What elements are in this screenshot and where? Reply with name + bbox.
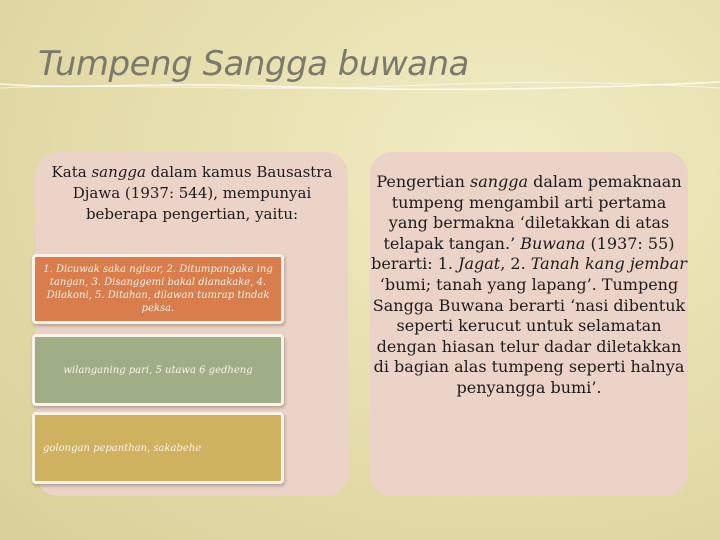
right-panel-text — [370, 172, 688, 399]
right-panel — [370, 152, 688, 496]
right-italic-jagat: Jagat — [458, 254, 501, 274]
right-italic-buwana: Buwana — [520, 233, 586, 253]
right-text-2: dalam pemaknaan tumpeng mengambil arti pertama yang bermakna ‘diletakkan di atas telapak tangan.’ — [383, 172, 682, 253]
right-text-3: (1937: 55) berarti: 1. — [371, 233, 675, 274]
left-panel-heading — [36, 162, 348, 225]
definition-box-1: 1. Dicuwak saka ngisor, 2. Ditumpangake ing tangan, 3. Disanggemi bakal dianakake, 4. Dilakoni, 5. Ditahan, dilawan tumrap tindak peksa. — [32, 254, 284, 324]
right-text-5: ‘bumi; tanah yang lapang’. Tumpeng Sangga Buwana berarti ‘nasi dibentuk seperti kerucut untuk selamatan dengan hiasan telur dadar diletakkan di bagian alas tumpeng seperti halnya penyangga bumi’. — [372, 274, 686, 397]
heading-text-2: dalam kamus Bausastra Djawa (1937: 544), mempunyai beberapa pengertian, yaitu: — [72, 163, 333, 223]
right-text-1: Pengertian — [376, 172, 470, 191]
slide-title: Tumpeng Sangga buwana — [38, 44, 469, 84]
right-text-4: , 2. — [500, 254, 531, 274]
title-underline-decoration — [0, 80, 720, 110]
heading-italic-sangga: sangga — [91, 163, 146, 181]
definition-box-3: golongan pepanthan, sakabehe — [32, 412, 284, 484]
definition-box-2: wilanganing pari, 5 utawa 6 gedheng — [32, 334, 284, 406]
right-italic-tanah: Tanah kang jembar — [530, 254, 687, 274]
heading-text-1: Kata — [51, 163, 92, 181]
right-italic-sangga: sangga — [469, 172, 529, 191]
